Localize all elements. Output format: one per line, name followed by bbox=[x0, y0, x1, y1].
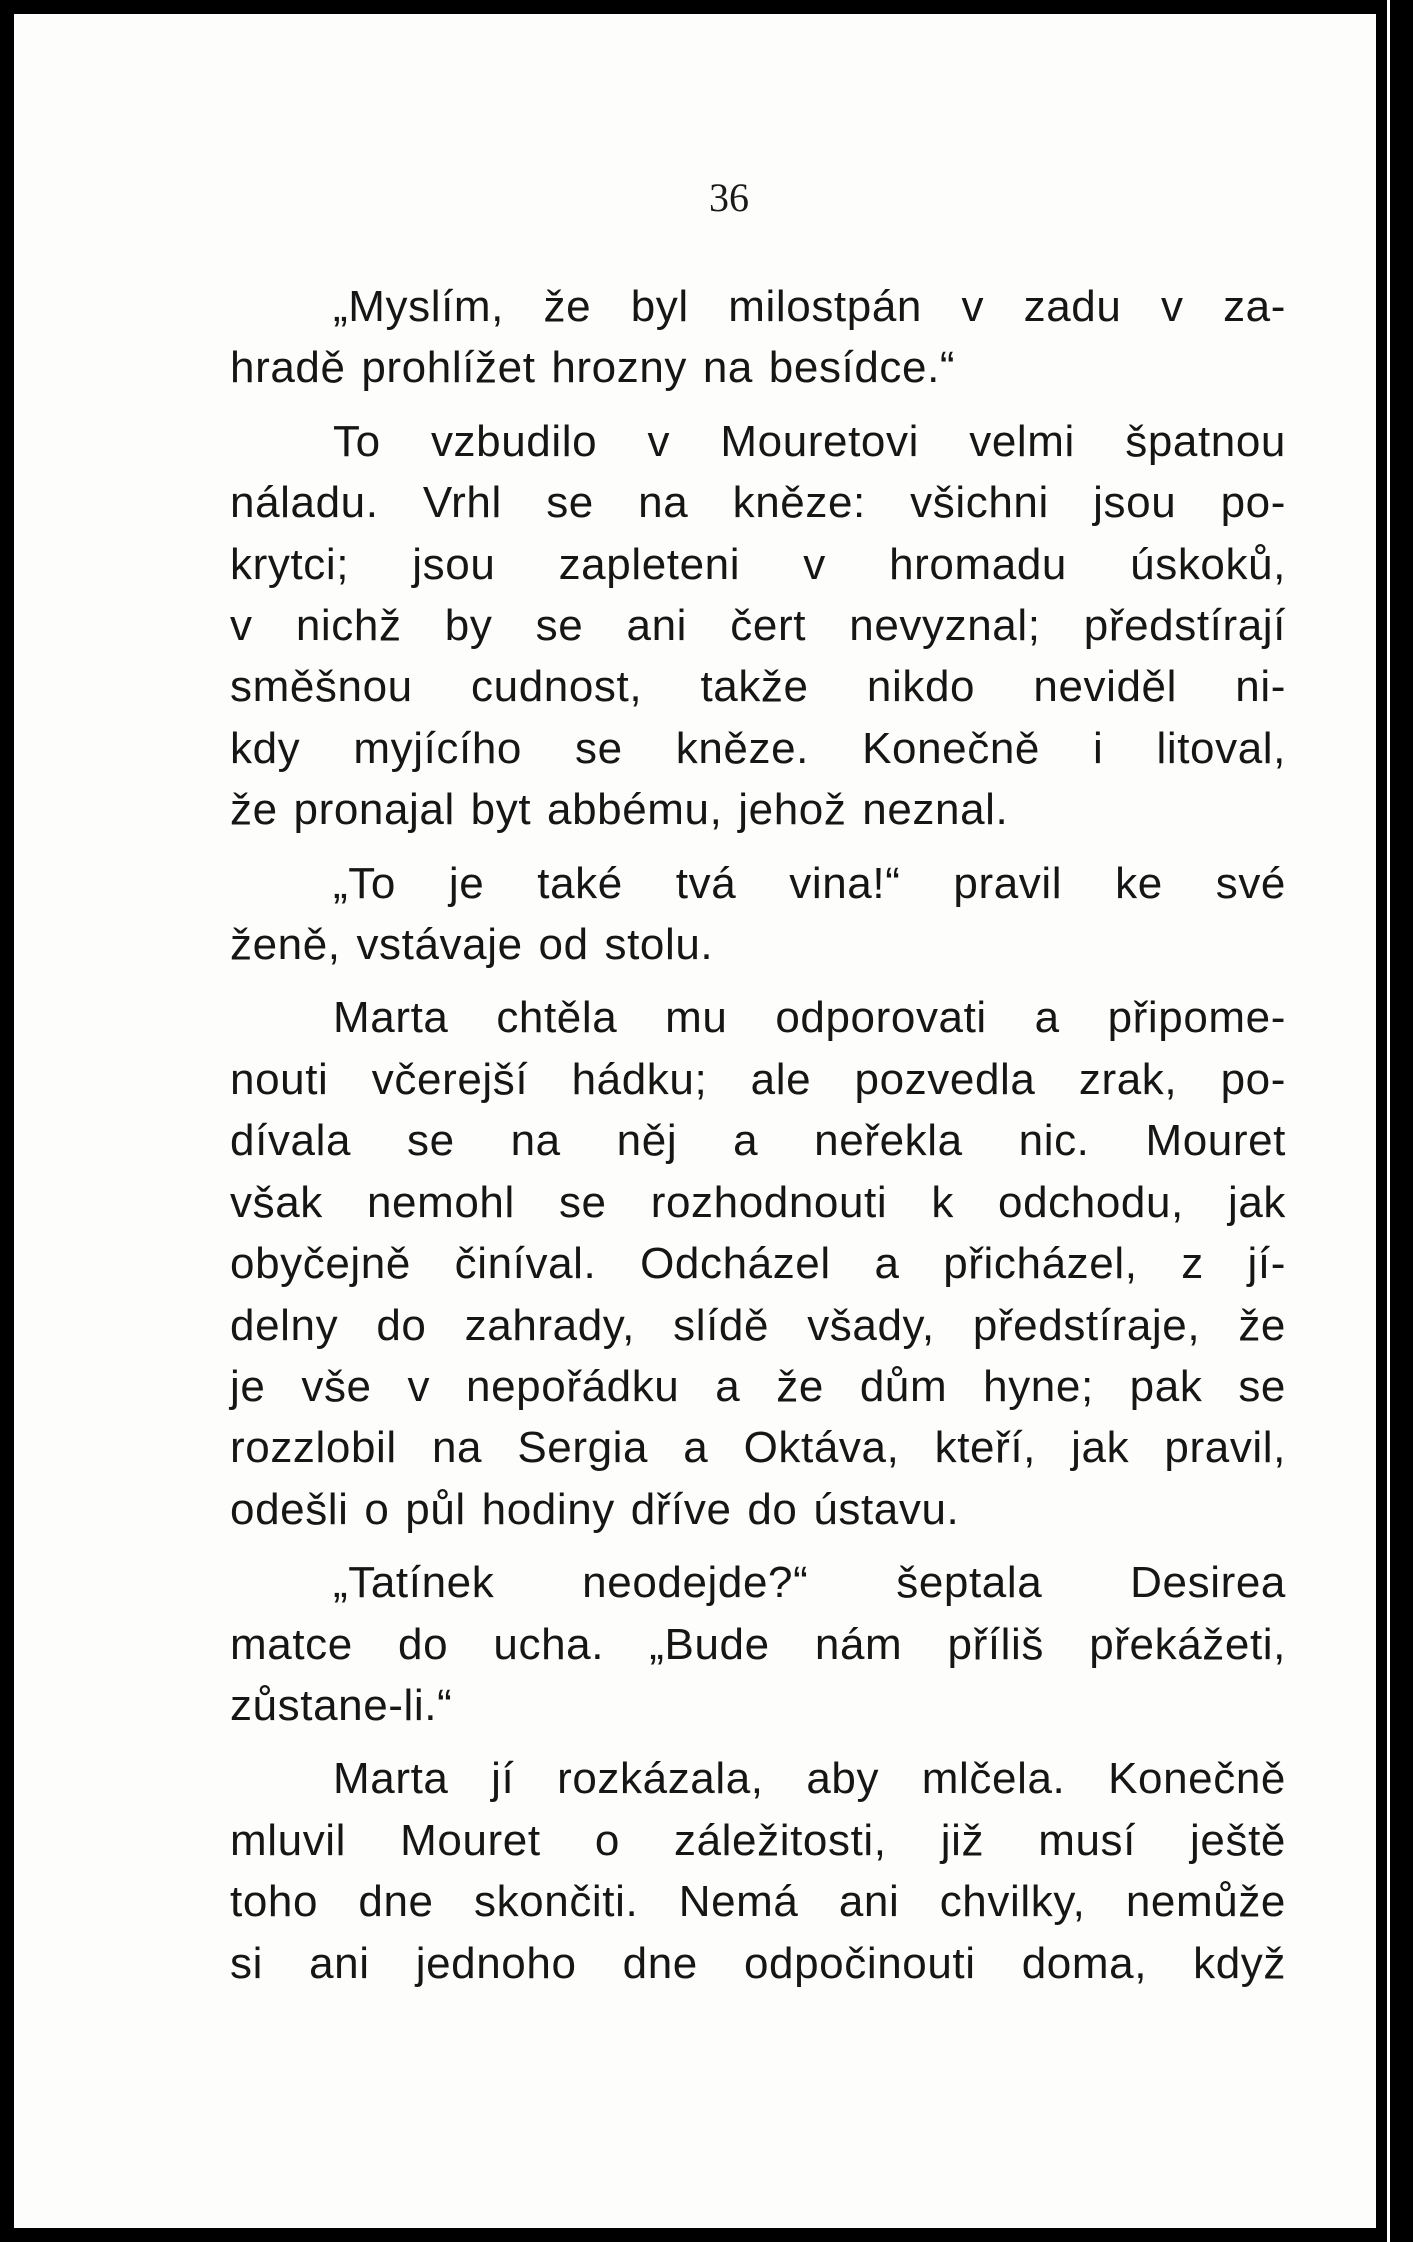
text-line: dívala se na něj a neřekla nic. Mouret bbox=[230, 1116, 1286, 1166]
text-line: však nemohl se rozhodnouti k odchodu, jak bbox=[230, 1177, 1286, 1227]
text-line: „Tatínek neodejde?“ šeptala Desirea bbox=[333, 1558, 1286, 1608]
paragraph-5 bbox=[230, 1552, 1286, 1736]
text-line: „To je také tvá vina!“ pravil ke své bbox=[333, 858, 1286, 908]
text-line: mluvil Mouret o záležitosti, již musí ještě bbox=[230, 1815, 1286, 1865]
text-line: hradě prohlížet hrozny na besídce.“ bbox=[230, 343, 956, 393]
text-line: obyčejně činíval. Odcházel a přicházel, z jí- bbox=[230, 1239, 1286, 1289]
paragraph-1 bbox=[230, 276, 1286, 399]
paragraph-6 bbox=[230, 1748, 1286, 1994]
text-line: To vzbudilo v Mouretovi velmi špatnou bbox=[333, 416, 1286, 466]
text-line: směšnou cudnost, takže nikdo neviděl ni- bbox=[230, 662, 1286, 712]
page-text bbox=[230, 276, 1286, 2006]
paragraph-2 bbox=[230, 411, 1286, 841]
text-line: Marta jí rozkázala, aby mlčela. Konečně bbox=[333, 1754, 1286, 1804]
text-line: „Myslím, že byl milostpán v zadu v za- bbox=[333, 282, 1286, 331]
book-page bbox=[14, 14, 1376, 2228]
page-edge-divider bbox=[1387, 0, 1390, 2242]
text-line: v nichž by se ani čert nevyznal; předstírají bbox=[230, 601, 1286, 651]
text-line: že pronajal byt abbému, jehož neznal. bbox=[230, 785, 1009, 835]
text-line: zůstane-li.“ bbox=[230, 1680, 453, 1730]
text-line: ženě, vstávaje od stolu. bbox=[230, 920, 714, 970]
text-line: Marta chtěla mu odporovati a připome- bbox=[333, 993, 1286, 1043]
text-line: nouti včerejší hádku; ale pozvedla zrak, po- bbox=[230, 1054, 1286, 1104]
text-line: si ani jednoho dne odpočinouti doma, když bbox=[230, 1938, 1286, 1988]
text-line: toho dne skončiti. Nemá ani chvilky, nemůže bbox=[230, 1877, 1286, 1927]
text-line: krytci; jsou zapleteni v hromadu úskoků, bbox=[230, 539, 1286, 589]
text-line: rozzlobil na Sergia a Oktáva, kteří, jak pravil, bbox=[230, 1423, 1286, 1473]
text-line: matce do ucha. „Bude nám příliš překážeti, bbox=[230, 1619, 1286, 1669]
paragraph-4 bbox=[230, 987, 1286, 1540]
text-line: delny do zahrady, slídě všady, předstíraje, že bbox=[230, 1300, 1286, 1350]
page-number: 36 bbox=[709, 175, 749, 220]
paragraph-3 bbox=[230, 853, 1286, 976]
text-line: odešli o půl hodiny dříve do ústavu. bbox=[230, 1484, 960, 1534]
text-line: kdy myjícího se kněze. Konečně i litoval, bbox=[230, 723, 1286, 773]
text-line: je vše v nepořádku a že dům hyne; pak se bbox=[230, 1361, 1286, 1411]
text-line: náladu. Vrhl se na kněze: všichni jsou po- bbox=[230, 478, 1286, 528]
